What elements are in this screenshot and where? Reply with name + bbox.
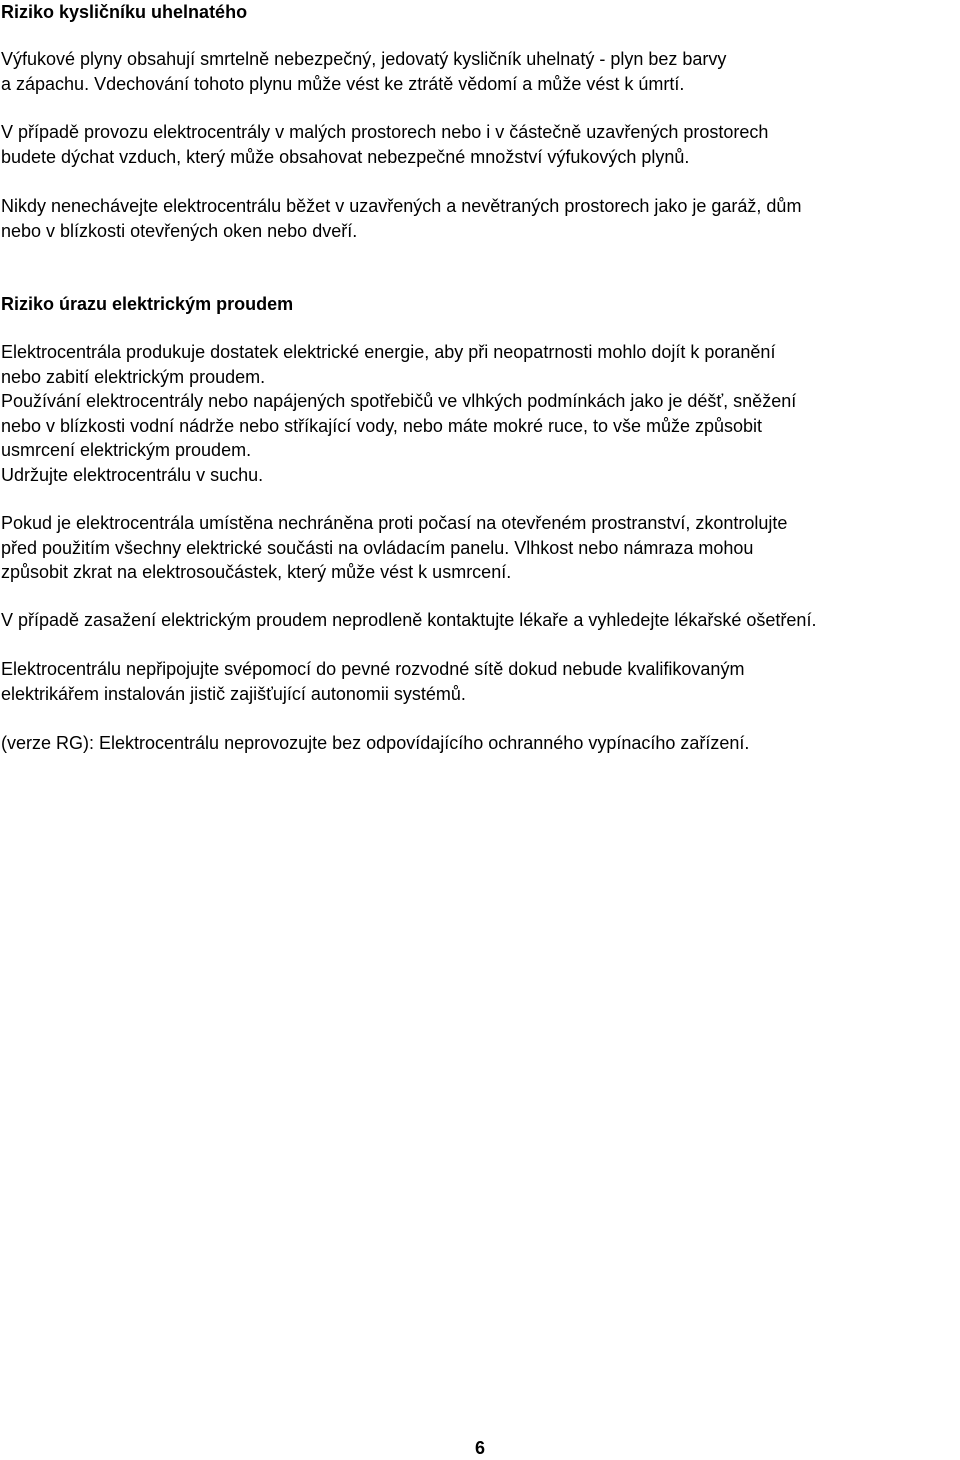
text-line: Pokud je elektrocentrála umístěna nechráněna proti počasí na otevřeném prostranství, zkontrolujte [1,513,788,533]
text-line: nebo zabití elektrickým proudem. [1,366,266,387]
paragraph-small-spaces [1,120,959,169]
text-line: Udržujte elektrocentrálu v suchu. [1,464,264,485]
paragraph-exhaust-gases [1,47,959,96]
paragraph-contact-doctor [1,608,959,633]
paragraph-outdoor-check [1,511,959,585]
text-line: V případě zasažení elektrickým proudem neprodleně kontaktujte lékaře a vyhledejte lékařské ošetření. [1,610,817,630]
text-line: nebo v blízkosti vodní nádrže nebo stříkající vody, nebo máte mokré ruce, to vše může způsobit [1,415,763,436]
text-line: Nikdy nenechávejte elektrocentrálu běžet v uzavřených a nevětraných prostorech jako je garáž, dům [1,196,802,216]
paragraph-grid-connection [1,657,959,706]
text-line: V případě provozu elektrocentrály v malých prostorech nebo i v částečně uzavřených prostorech [1,122,769,142]
text-line: před použitím všechny elektrické součásti na ovládacím panelu. Vlhkost nebo námraza mohou [1,537,754,558]
paragraph-rg-version [1,731,959,756]
text-line: elektrikářem instalován jistič zajišťující autonomii systémů. [1,683,466,704]
text-line: usmrcení elektrickým proudem. [1,440,252,460]
text-line: Elektrocentrála produkuje dostatek elektrické energie, aby při neopatrnosti mohlo dojít k poranění [1,342,776,362]
text-line: Elektrocentrálu nepřipojujte svépomocí do pevné rozvodné sítě dokud nebude kvalifikovaným [1,659,745,679]
page-number: 6 [474,1438,485,1458]
text-line: (verze RG): Elektrocentrálu neprovozujte bez odpovídajícího ochranného vypínacího zařízení. [1,733,750,753]
text-line: nebo v blízkosti otevřených oken nebo dveří. [1,220,358,241]
section-heading-carbon-monoxide: Riziko kysličníku uhelnatého [1,2,248,22]
text-line: budete dýchat vzduch, který může obsahovat nebezpečné množství výfukových plynů. [1,146,690,167]
text-line: Používání elektrocentrály nebo napájených spotřebičů ve vlhkých podmínkách jako je déšť, sněžení [1,391,797,411]
text-line: a zápachu. Vdechování tohoto plynu může vést ke ztrátě vědomí a může vést k úmrtí. [1,73,685,94]
section-heading-electric-shock: Riziko úrazu elektrickým proudem [1,294,294,314]
text-line: způsobit zkrat na elektrosoučástek, který může vést k usmrcení. [1,562,512,582]
text-line: Výfukové plyny obsahují smrtelně nebezpečný, jedovatý kysličník uhelnatý - plyn bez barvy [1,49,727,69]
paragraph-never-enclosed [1,194,959,243]
paragraph-electric-energy [1,340,959,487]
